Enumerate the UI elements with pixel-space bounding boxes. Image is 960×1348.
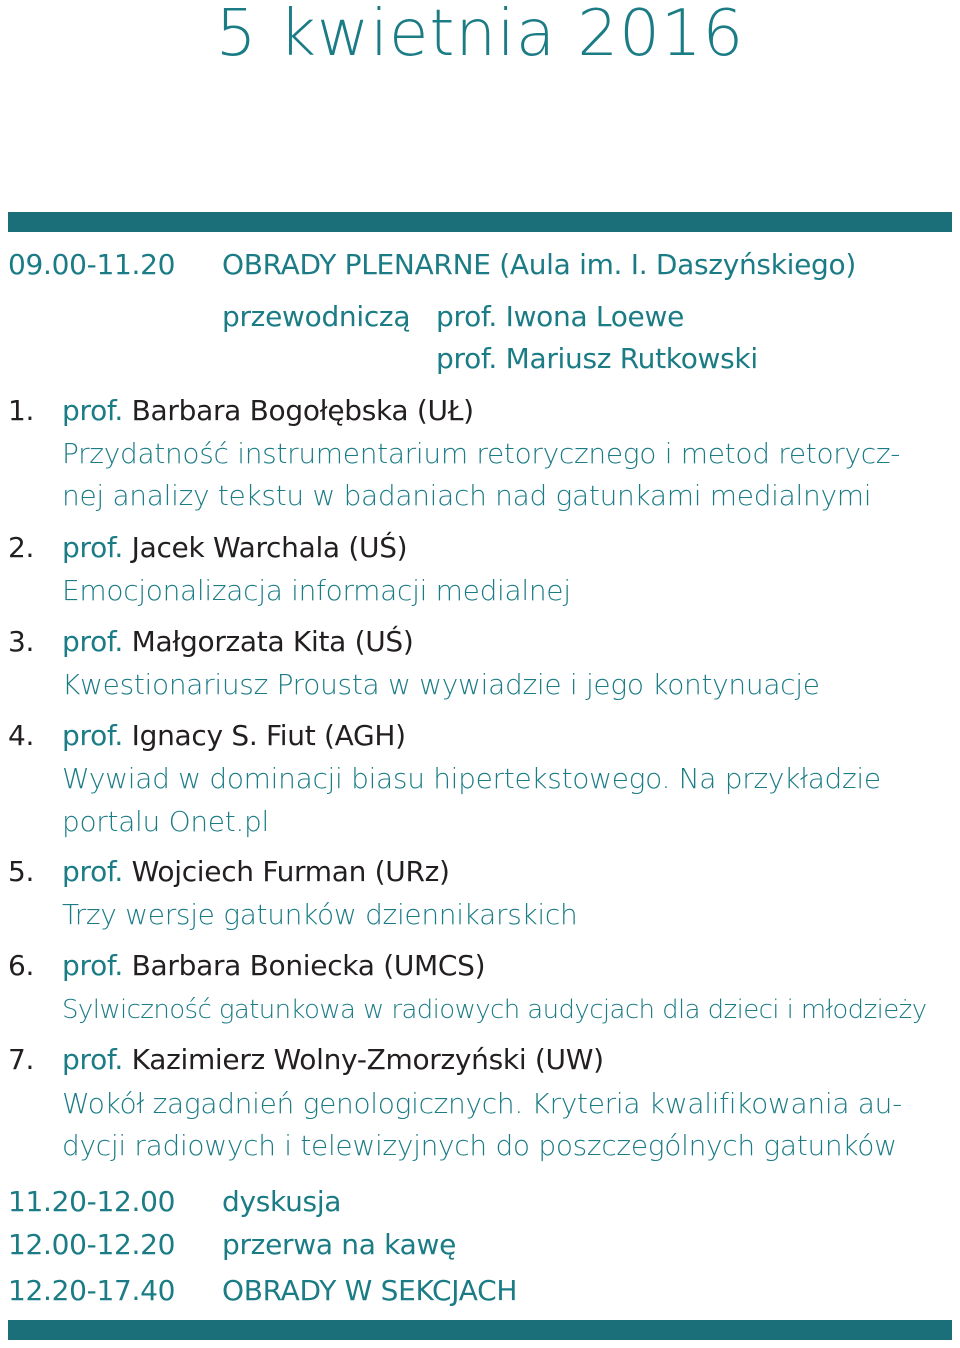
speaker-name: Wojciech Furman (URz) xyxy=(131,855,450,888)
talk-number: 1. xyxy=(8,394,35,427)
talk-speaker xyxy=(62,1040,604,1080)
talk-title-line: portalu Onet.pl xyxy=(62,805,269,838)
talk-number: 2. xyxy=(8,531,35,564)
speaker-title: prof. xyxy=(62,719,124,752)
talk-speaker xyxy=(62,852,450,892)
talk-title-line: Wokół zagadnień genologicznych. Kryteria kwalifikowania au- xyxy=(62,1087,902,1120)
bottom-divider-bar xyxy=(8,1320,952,1340)
speaker-title: prof. xyxy=(62,531,124,564)
schedule-time: 12.00-12.20 xyxy=(8,1228,176,1261)
talk-number: 6. xyxy=(8,949,35,982)
speaker-name: Barbara Boniecka (UMCS) xyxy=(131,949,486,982)
chair-1: prof. Iwona Loewe xyxy=(436,300,685,333)
talk-number: 3. xyxy=(8,625,35,658)
speaker-title: prof. xyxy=(62,855,124,888)
speaker-title: prof. xyxy=(62,394,124,427)
chair-2: prof. Mariusz Rutkowski xyxy=(436,342,758,375)
speaker-title: prof. xyxy=(62,949,124,982)
talk-speaker xyxy=(62,391,474,431)
speaker-title: prof. xyxy=(62,1043,124,1076)
schedule-label: OBRADY W SEKCJACH xyxy=(222,1274,518,1307)
chairs-label: przewodniczą xyxy=(222,300,411,333)
talk-number: 5. xyxy=(8,855,35,888)
talk-title-line: Kwestionariusz Prousta w wywiadzie i jego kontynuacje xyxy=(62,668,820,701)
talk-speaker xyxy=(62,528,407,568)
talk-title-line: Emocjonalizacja informacji medialnej xyxy=(62,574,571,607)
top-divider-bar xyxy=(8,212,952,232)
page-title: 5 kwietnia 2016 xyxy=(215,0,745,71)
plenary-label: OBRADY PLENARNE (Aula im. I. Daszyńskiego) xyxy=(222,248,856,281)
speaker-name: Małgorzata Kita (UŚ) xyxy=(131,625,414,658)
talk-title-line: Przydatność instrumentarium retorycznego i metod retorycz- xyxy=(62,437,901,470)
schedule-label: przerwa na kawę xyxy=(222,1228,456,1261)
talk-title-line: Trzy wersje gatunków dziennikarskich xyxy=(62,898,578,931)
speaker-name: Jacek Warchala (UŚ) xyxy=(131,531,408,564)
schedule-time: 11.20-12.00 xyxy=(8,1185,176,1218)
talk-number: 7. xyxy=(8,1043,35,1076)
speaker-title: prof. xyxy=(62,625,124,658)
talk-title-line: Wywiad w dominacji biasu hipertekstowego. Na przykładzie xyxy=(62,762,881,795)
talk-title-line: Sylwiczność gatunkowa w radiowych audycjach dla dzieci i młodzieży xyxy=(62,995,927,1025)
talk-speaker xyxy=(62,946,485,986)
plenary-time: 09.00-11.20 xyxy=(8,248,176,281)
schedule-time: 12.20-17.40 xyxy=(8,1274,176,1307)
speaker-name: Kazimierz Wolny-Zmorzyński (UW) xyxy=(131,1043,604,1076)
speaker-name: Barbara Bogołębska (UŁ) xyxy=(131,394,474,427)
talk-title-line: nej analizy tekstu w badaniach nad gatunkami medialnymi xyxy=(62,479,872,512)
speaker-name: Ignacy S. Fiut (AGH) xyxy=(131,719,406,752)
schedule-label: dyskusja xyxy=(222,1185,342,1218)
talk-title-line: dycji radiowych i telewizyjnych do poszczególnych gatunków xyxy=(62,1129,897,1162)
talk-speaker xyxy=(62,622,414,662)
talk-speaker xyxy=(62,716,406,756)
talk-number: 4. xyxy=(8,719,35,752)
